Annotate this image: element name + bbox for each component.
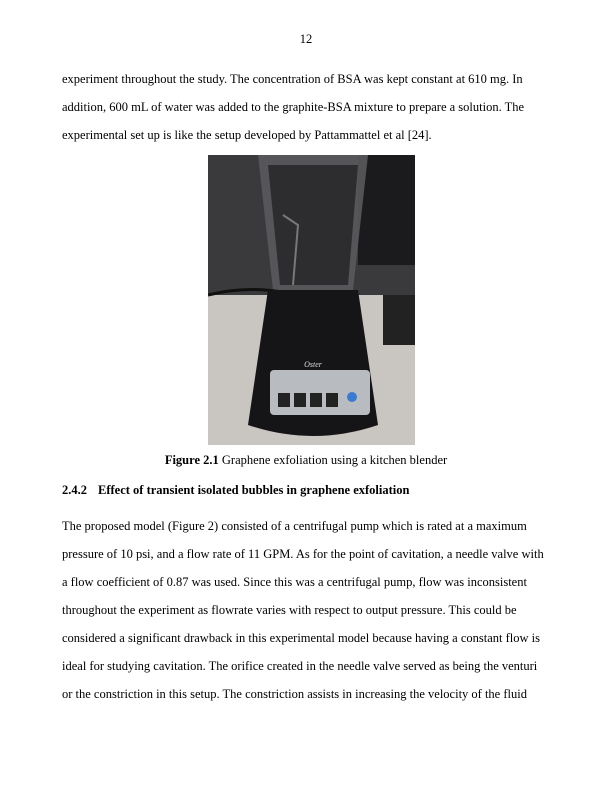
- figure-label: Figure 2.1: [164, 453, 219, 467]
- paragraph-line: or the constriction in this setup. The constriction assists in increasing the velocity of the fluid: [62, 687, 527, 701]
- paragraph-line: The proposed model (Figure 2) consisted of a centrifugal pump which is rated at a maximum: [62, 519, 527, 533]
- paragraph-line: a flow coefficient of 0.87 was used. Since this was a centrifugal pump, flow was inconsistent: [62, 575, 527, 589]
- figure-caption-text: Graphene exfoliation using a kitchen blender: [218, 453, 448, 467]
- paragraph-line: pressure of 10 psi, and a flow rate of 11 GPM. As for the point of cavitation, a needle valve with: [62, 547, 544, 561]
- blender-photo: [208, 155, 415, 445]
- paragraph-line: ideal for studying cavitation. The orifice created in the needle valve served as being the venturi: [62, 659, 538, 673]
- page-number: 12: [299, 32, 313, 46]
- paragraph-line: considered a significant drawback in this experimental model because having a constant flow is: [62, 631, 540, 645]
- figure-caption: [0, 453, 612, 468]
- brand-logo: Oster: [304, 360, 322, 369]
- section-title: Effect of transient isolated bubbles in graphene exfoliation: [98, 483, 410, 497]
- paragraph-line: experimental set up is like the setup developed by Pattammattel et al [24].: [62, 128, 432, 142]
- paragraph-line: experiment throughout the study. The concentration of BSA was kept constant at 610 mg. In: [62, 72, 523, 86]
- section-heading: [62, 483, 409, 498]
- paragraph-line: throughout the experiment as flowrate varies with respect to output pressure. This could be: [62, 603, 517, 617]
- section-number: 2.4.2: [62, 483, 87, 497]
- paragraph-line: addition, 600 mL of water was added to the graphite-BSA mixture to prepare a solution. The: [62, 100, 525, 114]
